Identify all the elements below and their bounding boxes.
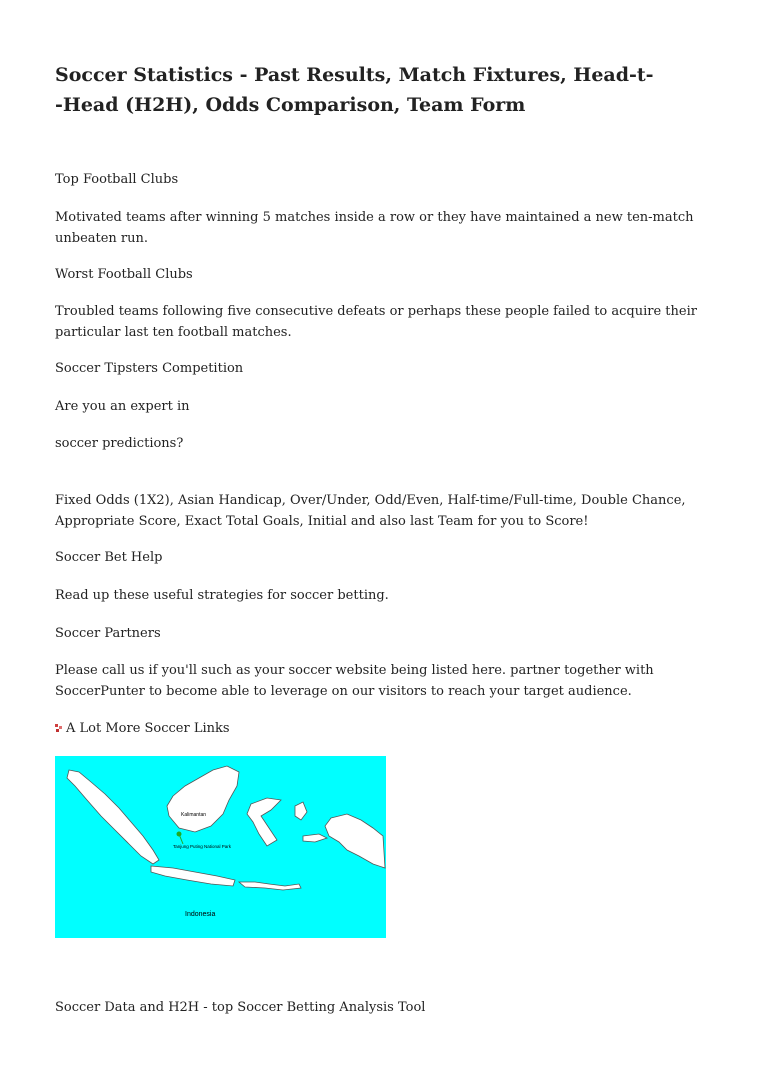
bet-help-text: Read up these useful strategies for soccer betting. — [55, 588, 389, 603]
map-label-indonesia: Indonesia — [185, 911, 216, 918]
footer-heading: Soccer Data and H2H - top Soccer Betting Analysis Tool — [55, 1000, 426, 1015]
map-label-kalimantan: Kalimantan — [181, 812, 207, 818]
document-title — [55, 60, 715, 120]
broken-image-icon — [55, 724, 63, 732]
partners-heading: Soccer Partners — [55, 626, 161, 641]
worst-clubs-heading: Worst Football Clubs — [55, 267, 193, 282]
expert-line-1: Are you an expert in — [55, 399, 190, 414]
fixed-odds-text: Fixed Odds (1X2), Asian Handicap, Over/Under, Odd/Even, Half-time/Full-time, Double Chance, Appropriate Score, Exact Total Goals, Initial and also last Team for you to Score! — [55, 493, 686, 529]
indonesia-map — [55, 756, 386, 938]
top-clubs-text: Motivated teams after winning 5 matches inside a row or they have maintained a new ten-match unbeaten run. — [55, 210, 694, 246]
title-line-1: Soccer Statistics - Past Results, Match Fixtures, Head-t- — [55, 64, 654, 86]
map-label-park: Tanjung Puting National Park — [173, 844, 232, 849]
partners-text: Please call us if you'll such as your soccer website being listed here. partner together with SoccerPunter to become able to leverage on our visitors to reach your target audience. — [55, 663, 654, 699]
tipsters-heading: Soccer Tipsters Competition — [55, 361, 244, 376]
bet-help-heading: Soccer Bet Help — [55, 550, 163, 565]
more-links[interactable] — [55, 718, 705, 739]
more-links-label[interactable]: A Lot More Soccer Links — [66, 721, 230, 736]
title-line-2: -Head (H2H), Odds Comparison, Team Form — [55, 94, 526, 116]
worst-clubs-text: Troubled teams following five consecutive defeats or perhaps these people failed to acquire their particular last ten football matches. — [55, 304, 697, 340]
top-clubs-heading: Top Football Clubs — [55, 172, 179, 187]
expert-line-2: soccer predictions? — [55, 436, 184, 451]
